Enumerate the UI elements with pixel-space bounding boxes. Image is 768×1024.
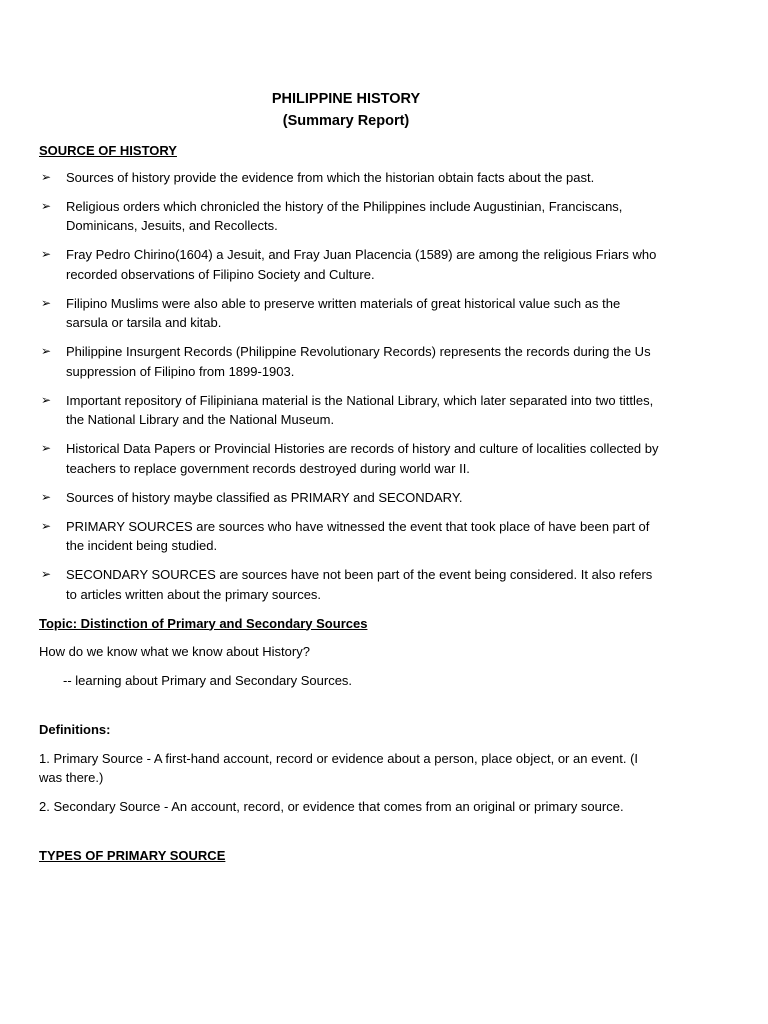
title-block	[39, 88, 653, 132]
arrow-bullet-icon: ➢	[41, 392, 52, 407]
bullet-item	[39, 342, 659, 381]
arrow-bullet-icon: ➢	[41, 441, 52, 455]
bullet-item	[39, 565, 659, 604]
section-heading-source-of-history: SOURCE OF HISTORY	[39, 143, 177, 158]
topic-heading: Topic: Distinction of Primary and Secondary Sources	[39, 615, 368, 631]
arrow-bullet-icon: ➢	[41, 518, 52, 533]
definitions-heading: Definitions:	[39, 721, 111, 737]
bullet-text: Historical Data Papers or Provincial Histories are records of history and culture of localities collected by teachers to replace government records destroyed during world war II.	[66, 441, 659, 476]
definition-secondary-source: 2. Secondary Source - An account, record, or evidence that comes from an original or primary source.	[39, 799, 624, 814]
bullet-text: Sources of history maybe classified as PRIMARY and SECONDARY.	[66, 489, 463, 505]
types-of-primary-source-heading: TYPES OF PRIMARY SOURCE	[39, 847, 226, 863]
document-page	[39, 88, 659, 865]
bullet-text: Fray Pedro Chirino(1604) a Jesuit, and Fray Juan Placencia (1589) are among the religious Friars who recorded observations of Filipino Society and Culture.	[66, 247, 657, 282]
bullet-item	[39, 197, 659, 236]
arrow-bullet-icon: ➢	[41, 198, 52, 213]
bullet-item	[39, 439, 659, 478]
question-text: How do we know what we know about History?	[39, 644, 310, 659]
bullet-text: Religious orders which chronicled the history of the Philippines include Augustinian, Franciscans, Dominicans, Jesuits, and Recollects.	[66, 198, 623, 233]
bullet-text: PRIMARY SOURCES are sources who have witnessed the event that took place of have been part of the incident being studied.	[66, 518, 650, 553]
definition-primary-source: 1. Primary Source - A first-hand account, record or evidence about a person, place object, or an event. (I was there.)	[39, 750, 639, 785]
arrow-bullet-icon: ➢	[41, 169, 52, 184]
bullet-text: Sources of history provide the evidence from which the historian obtain facts about the past.	[66, 169, 595, 185]
bullet-item	[39, 245, 659, 284]
arrow-bullet-icon: ➢	[41, 247, 52, 261]
answer-text: -- learning about Primary and Secondary Sources.	[63, 673, 353, 688]
bullet-text: Philippine Insurgent Records (Philippine Revolutionary Records) represents the records during the Us suppression of Filipino from 1899-1903.	[66, 344, 651, 379]
bullet-text: SECONDARY SOURCES are sources have not been part of the event being considered. It also refers to articles written about the primary sources.	[66, 567, 653, 602]
bullet-item	[39, 294, 659, 333]
bullet-item	[39, 391, 659, 430]
bullet-text: Important repository of Filipiniana material is the National Library, which later separated into two tittles, the National Library and the National Museum.	[66, 392, 654, 427]
arrow-bullet-icon: ➢	[41, 344, 52, 358]
bullet-item	[39, 517, 659, 556]
arrow-bullet-icon: ➢	[41, 295, 52, 310]
source-bullet-list	[39, 168, 659, 605]
bullet-item	[39, 168, 659, 188]
document-title: PHILIPPINE HISTORY	[271, 91, 421, 107]
bullet-text: Filipino Muslims were also able to preserve written materials of great historical value such as the sarsula or tarsila and kitab.	[66, 295, 621, 330]
bullet-item	[39, 488, 659, 508]
arrow-bullet-icon: ➢	[41, 567, 52, 581]
document-subtitle: (Summary Report)	[282, 113, 410, 129]
arrow-bullet-icon: ➢	[41, 489, 52, 504]
